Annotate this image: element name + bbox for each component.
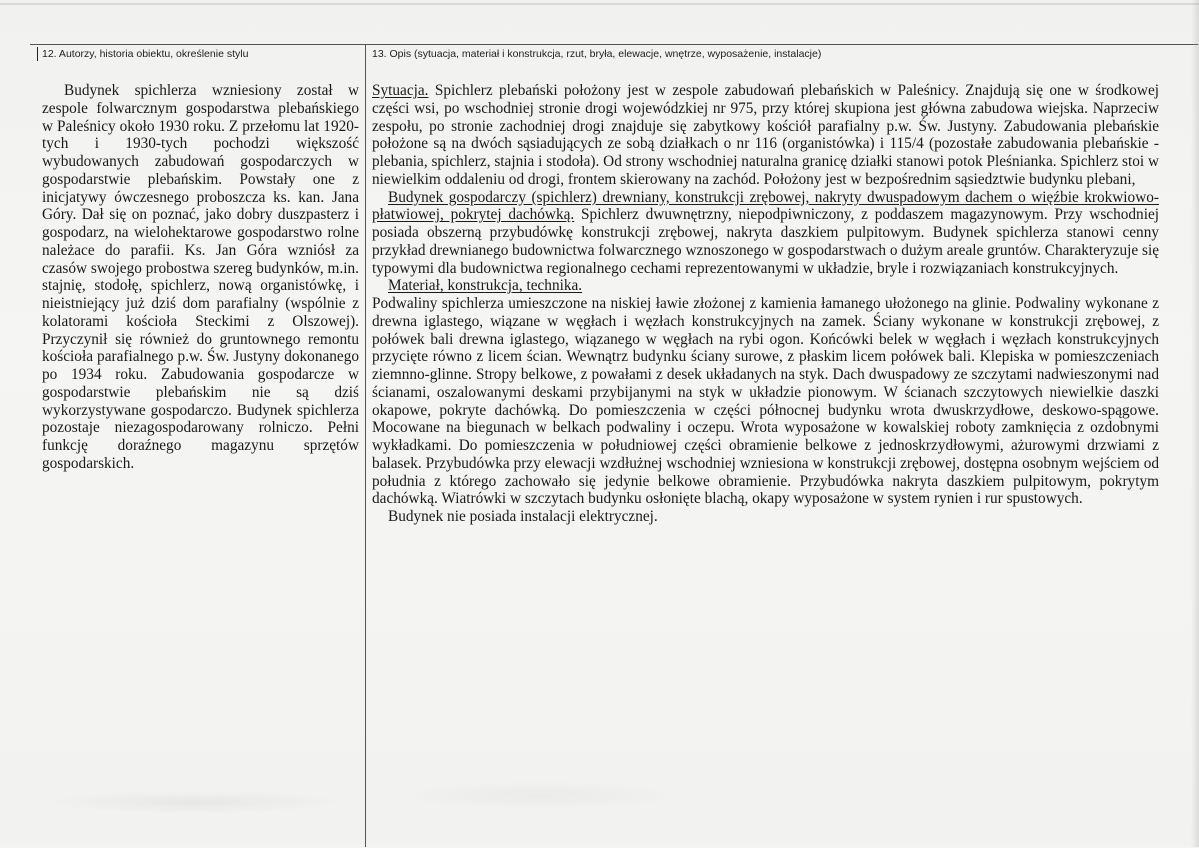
description-text [372, 82, 1159, 526]
scan-edge-line [0, 3, 1199, 5]
building-body: Spichlerz dwuwnętrzny, niepodpiwniczony, z poddaszem magazynowym. Przy wschodniej posiada obszerną przybudówkę konstrukcji zrębowej, nakryta daszkiem pulpitowym. Budynek spichlerza stanowi cenny przykład drewnianego budownictwa folwarcznego wznoszonego w gospodarstwach o dużym areale gruntów. Charakteryzuje się typowymi dla budownictwa regionalnego cechami reprezentowanymi w układzie, bryle i rozwiązaniach konstrukcyjnych. [372, 206, 1159, 277]
material-paragraph: Podwaliny spichlerza umieszczone na niskiej ławie złożonej z kamienia łamanego ułożonego na glinie. Podwaliny wykonane z drewna iglastego, wiązane w węgłach i węzłach konstrukcyjnych na zamek. Ściany wykonane w konstrukcji zrębowej, z połówek bali drewna iglastego, wiązanego w węgłach na rybi ogon. Końcówki belek w węgłach i węzłach konstrukcyjnych przycięte równo z licem ścian. Wewnątrz budynku ściany surowe, z płaskim licem połówek bali. Klepiska w pomieszczeniach ziemnno-glinne. Stropy belkowe, z powałami z desek układanych na styk. Dach dwuspadowy ze szczytami nadwieszonymi nad ścianami, oszalowanymi deskami przybijanymi na styk w układzie pionowym. W ścianach szczytowych niewielkie daszki okapowe, pokryte dachówką. Do pomieszczenia w części północnej budynku wrota dwuskrzydłowe, deskowo-spągowe. Mocowane na biegunach w belkach podwaliny i oczepu. Wrota wyposażone w kowalskiej roboty zamknięcia z ozdobnymi wykładkami. Do pomieszczenia w południowej części obramienie belkowe z jednoskrzydłowymi, ażurowymi drzwiami z balasek. Przybudówka przy elewacji wzdłużnej wschodniej wzniesiona w konstrukcji zrębowej, dostępna osobnym wejściem od południa z którego zachowało się jedynie belkowe obramienie. Przybudówka nakryta daszkiem pulpitowym, pokrytym dachówką. Wiatrówki w szczytach budynku osłonięte blachą, okapy wyposażone w system rynien i rur spustowych. [372, 295, 1159, 508]
scan-edge-shadow [1191, 0, 1199, 847]
situation-body: Spichlerz plebański położony jest w zespole zabudowań plebańskich w Paleśnicy. Znajdują się one w środkowej części wsi, po wschodniej stronie drogi wojewódzkiej nr 975, przy której skupiona jest główna zabudowa wiejska. Naprzeciw zespołu, po stronie zachodniej drogi znajduje się zabytkowy kościół parafialny p.w. Św. Justyny. Zabudowania plebańskie położone są na dwóch sąsiadujących ze sobą działkach o nr 116 (organistówka) i 115/4 (pozostałe zabudowania plebańskie - plebania, spichlerz, stajnia i stodoła). Od strony wschodniej naturalna granicę działki stanowi potok Pleśnianka. Spichlerz stoi w niewielkim oddaleniu od drogi, frontem skierowany na zachód. Położony jest w bezpośrednim sąsiedztwie budynku plebani, [372, 82, 1159, 188]
installation-paragraph: Budynek nie posiada instalacji elektrycznej. [388, 508, 658, 525]
building-heading: Budynek gospodarczy (spichlerz) drewniany, konstrukcji zrębowej, nakryty dwuspadowym dachem o więźbie krokwiowo-płatwiowej, pokrytej dachówką. [372, 188, 1159, 224]
situation-paragraph [372, 82, 1159, 189]
material-heading-paragraph [372, 277, 1159, 295]
history-text: Budynek spichlerza wzniesiony został w zespole folwarcznym gospodarstwa plebańskiego w Paleśnicy około 1930 roku. Z przełomu lat 1920-tych i 1930-tych pochodzi większość wybudowanych zabudowań gospodarczych w gospodarstwie plebańskim. Powstały one z inicjatywy ówczesnego proboszcza ks. kan. Jana Góry. Dał się on poznać, jako dobry duszpasterz i gospodarz, na wielohektarowe gospodarstwo rolne należace do parafii. Ks. Jan Góra wzniósł za czasów swojego probostwa szereg budynków, m.in. stajnię, stodołę, spichlerz, nową organistówkę, i nieistniejący już dziś dom parafialny (wspólnie z kolatorami kościoła Steckimi z Olszowej). Przyczynił się również do gruntownego remontu kościoła parafialnego p.w. Św. Justyny dokonanego po 1934 roku. Zabudowania gospodarcze w gospodarstwie plebańskim nie są dziś wykorzystywane gospodarczo. Budynek spichlerza pozostaje niezagospodarowany rolniczo. Pełni funkcję doraźnego magazynu sprzętów gospodarskich. [42, 82, 359, 472]
scan-smudge [40, 790, 350, 814]
section-12-header: 12. Autorzy, historia obiektu, określenie stylu [42, 48, 249, 60]
section-13-header: 13. Opis (sytuacja, materiał i konstrukcja, rzut, bryła, elewacje, wnętrze, wyposażenie, instalacje) [372, 48, 822, 60]
situation-heading: Sytuacja. [372, 82, 429, 99]
material-heading: Materiał, konstrukcja, technika. [388, 277, 583, 295]
column-divider [365, 44, 366, 847]
scan-smudge [390, 780, 690, 810]
margin-mark [37, 47, 38, 61]
building-paragraph [372, 189, 1159, 278]
